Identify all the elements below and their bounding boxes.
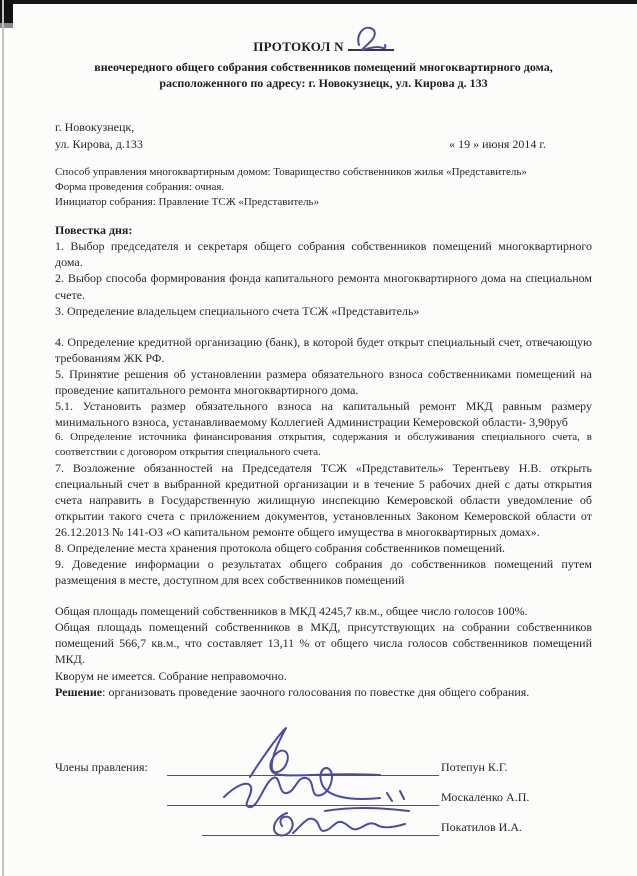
document-date: « 19 » июня 2014 г.: [449, 136, 546, 151]
agenda-item-8: 8. Определение места хранения протокола общего собрания собственников помещений.: [55, 540, 506, 555]
meta-initiator: Инициатор собрания: Правление ТСЖ «Представитель»: [55, 196, 320, 209]
agenda-item-9: 9. Доведение информации о результатах общего собрания до собственников помещений путем размещения в месте, доступном для всех собственников помещений: [55, 557, 592, 588]
summary-quorum: Кворум не имеется. Собрание неправомочно.: [55, 668, 287, 683]
signature-line-3: [202, 835, 439, 836]
location-lines: [55, 119, 143, 151]
location-street: ул. Кирова, д.133: [55, 136, 143, 151]
signatures-block: [55, 746, 592, 836]
agenda-list: [55, 238, 592, 588]
title-subtitle-2: расположенного по адресу: г. Новокузнецк, ул. Кирова д. 133: [159, 76, 488, 91]
decision-line: [55, 684, 592, 700]
location-city: г. Новокузнецк,: [55, 120, 135, 135]
signature-pokatilov-icon: [257, 799, 437, 843]
agenda-item-6: 6. Определение источника финансирования открытия, содержания и обслуживания специального счета, в соответствии с договором открытия специального счета.: [55, 431, 592, 458]
signatures-label: Члены правления:: [55, 759, 148, 774]
protocol-number-line: [348, 36, 394, 51]
signature-row-3: [55, 806, 592, 836]
decision-text: : организовать проведение заочного голосования по повестке дня общего собрания.: [102, 684, 530, 699]
agenda-heading: Повестка дня:: [55, 223, 133, 238]
summary-total-area: Общая площадь помещений собственников в МКД 4245,7 кв.м., общее число голосов 100%.: [55, 604, 528, 619]
agenda-item-5: 5. Принятие решения об установлении размера обязательного взноса собственниками помещений на проведение капитального ремонта многоквартирного дома.: [55, 366, 592, 397]
summary-block: [55, 603, 592, 699]
handwritten-number-2-icon: [350, 23, 390, 53]
agenda-item-1: 1. Выбор председателя и секретаря общего собрания собственников помещений многоквартирного дома.: [55, 239, 592, 270]
meta-form: Форма проведения собрания: очная.: [55, 180, 225, 193]
agenda-item-5-1: 5.1. Установить размер обязательного взноса на капитальный ремонт МКД равным размеру минимального взноса, устанавливаемому Коллегией Администрации Кемеровской области- 3,90руб: [55, 398, 592, 430]
title-subtitle-1: внеочередного общего собрания собственников помещений многоквартирного дома,: [94, 60, 553, 74]
location-date-block: [55, 119, 592, 151]
summary-present-area: Общая площадь помещений собственников в МКД, присутствующих на собрании собственников помещений 566,7 кв.м., что составляет 13,11 % от общего числа голосов собственников помещений МКД.: [55, 620, 592, 667]
signature-name-2: Москаленко А.П.: [441, 789, 530, 804]
agenda-item-3: 3. Определение владельцем специального счета ТСЖ «Представитель»: [55, 303, 420, 318]
signature-name-1: Потепун К.Г.: [441, 759, 508, 774]
decision-label: Решение: [55, 684, 103, 699]
agenda-item-7: 7. Возложение обязанностей на Председателя ТСЖ «Представитель» Терентьеву Н.В. открыть специальный счет в выбранной кредитной организации и в течение 5 рабочих дней с даты открытия счета направить в Государственную жилищную инспекцию Кемеровской области уведомление об открытии такого счета с приложением документов, установленных Законом Кемеровской области от 26.12.2013 № 141-ОЗ «О капитальном ремонте общего имущества в многоквартирных домах».: [55, 460, 592, 539]
agenda-item-2: 2. Выбор способа формирования фонда капитального ремонта многоквартирного дома на специальном счете.: [55, 271, 592, 302]
meta-management: Способ управления многоквартирным домом: Товарищество собственников жилья «Представитель»: [55, 165, 527, 178]
agenda-item-4: 4. Определение кредитной организацию (банк), в которой будет открыт специальный счет, отвечающую требованиям ЖК РФ.: [55, 334, 592, 365]
meta-block: [55, 165, 592, 211]
document-title: [55, 36, 592, 55]
signature-name-3: Покатилов И.А.: [441, 819, 522, 834]
title-label: ПРОТОКОЛ N: [253, 39, 344, 54]
title-block: [55, 36, 592, 91]
